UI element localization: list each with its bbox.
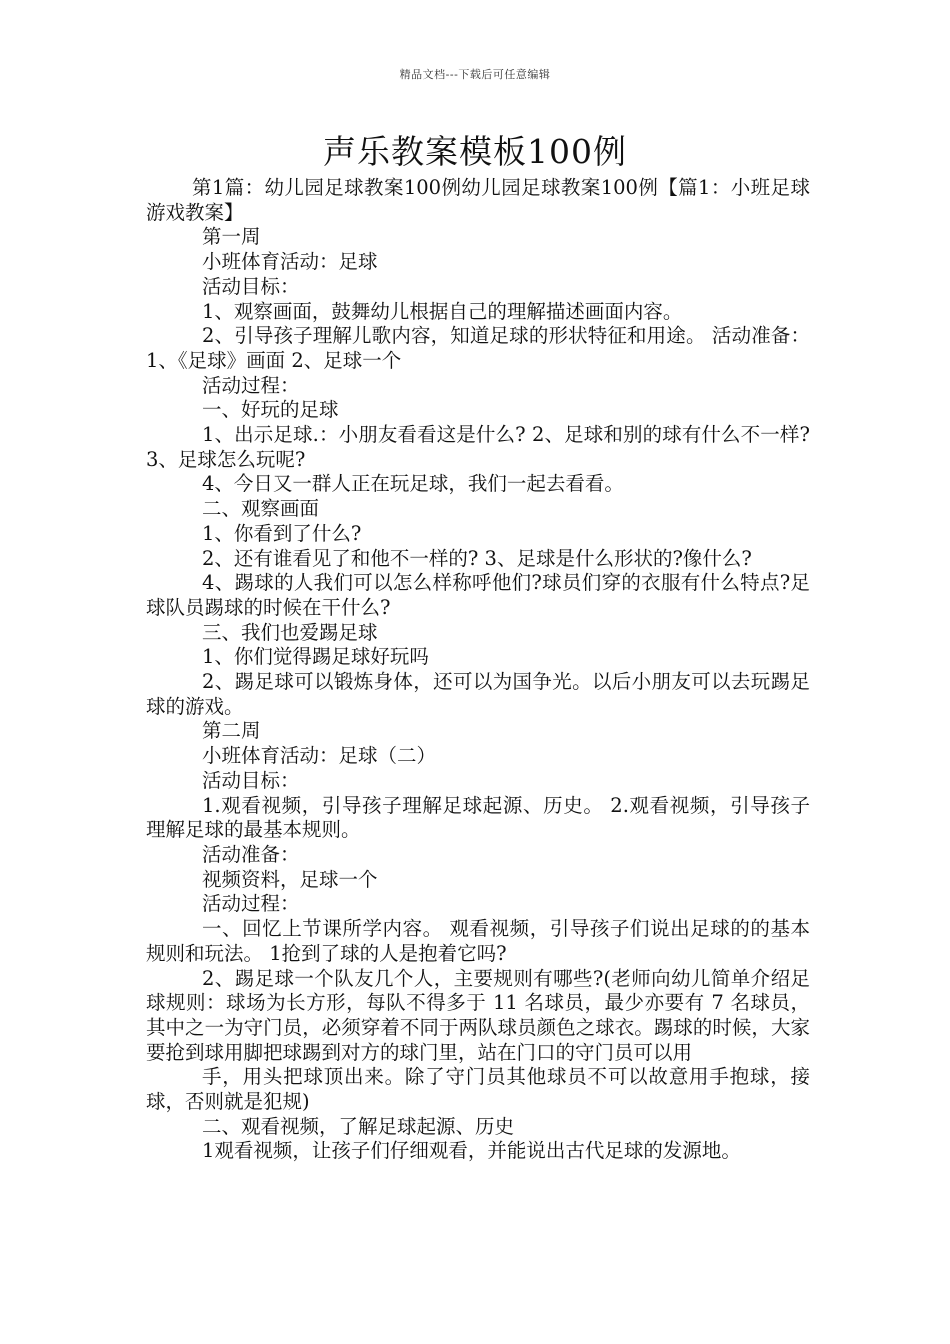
paragraph: 第1篇：幼儿园足球教案100例幼儿园足球教案100例【篇1：小班足球游戏教案】 [146,176,810,224]
paragraph: 1.观看视频，引导孩子理解足球起源、历史。 2.观看视频，引导孩子理解足球的最基本规则。 [146,793,810,842]
paragraph: 活动过程： [202,373,300,397]
paragraph: 视频资料，足球一个 [202,867,378,891]
paragraph: 一、回忆上节课所学内容。 观看视频，引导孩子们说出足球的的基本规则和玩法。 1抢到了球的人是抱着它吗? [146,917,810,965]
paragraph: 4、今日又一群人正在玩足球，我们一起去看看。 [202,472,624,496]
document-title: 声乐教案模板100例 [323,132,627,171]
paragraph: 活动过程： [202,892,300,916]
page-header: 精品文档---下载后可任意编辑 [399,68,551,81]
paragraph: 小班体育活动：足球（二） [202,744,437,768]
paragraph: 活动准备： [202,842,300,866]
paragraph: 1、你们觉得踢足球好玩吗 [202,645,429,669]
paragraph: 活动目标： [202,274,300,298]
paragraph: 1观看视频，让孩子们仔细观看，并能说出古代足球的发源地。 [202,1139,741,1163]
paragraph: 4、踢球的人我们可以怎么样称呼他们?球员们穿的衣服有什么特点?足球队员踢球的时候在干什么? [146,571,810,619]
document-body [146,176,810,1164]
paragraph: 第一周 [202,225,261,249]
paragraph: 三、我们也爱踢足球 [202,620,378,644]
paragraph: 二、观看视频，了解足球起源、历史 [202,1114,515,1138]
paragraph: 2、还有谁看见了和他不一样的? 3、足球是什么形状的?像什么? [202,546,752,570]
paragraph: 1、观察画面，鼓舞幼儿根据自己的理解描述画面内容。 [202,299,683,323]
paragraph: 2、踢足球一个队友几个人，主要规则有哪些?(老师向幼儿简单介绍足球规则：球场为长方形，每队不得多于 11 名球员，最少亦要有 7 名球员，其中之一为守门员，必须穿着不同于两队球员颜色之球衣。踢球的时候，大家要抢到球用脚把球踢到对方的球门里，站在门口的守门员可以用 [146,966,810,1064]
paragraph: 二、观察画面 [202,497,320,521]
paragraph: 1、你看到了什么? [202,521,362,545]
paragraph: 一、好玩的足球 [202,398,339,422]
paragraph: 1、出示足球.：小朋友看看这是什么? 2、足球和别的球有什么不一样? 3、足球怎么玩呢? [146,423,810,471]
paragraph: 活动目标： [202,768,300,792]
paragraph: 2、引导孩子理解儿歌内容，知道足球的形状特征和用途。 活动准备：1、《足球》画面 2、足球一个 [146,324,810,372]
paragraph: 第二周 [202,719,261,743]
paragraph: 2、踢足球可以锻炼身体，还可以为国争光。以后小朋友可以去玩踢足球的游戏。 [146,670,810,718]
paragraph: 小班体育活动：足球 [202,250,378,274]
paragraph: 手，用头把球顶出来。除了守门员其他球员不可以故意用手抱球，接球，否则就是犯规) [146,1065,810,1114]
